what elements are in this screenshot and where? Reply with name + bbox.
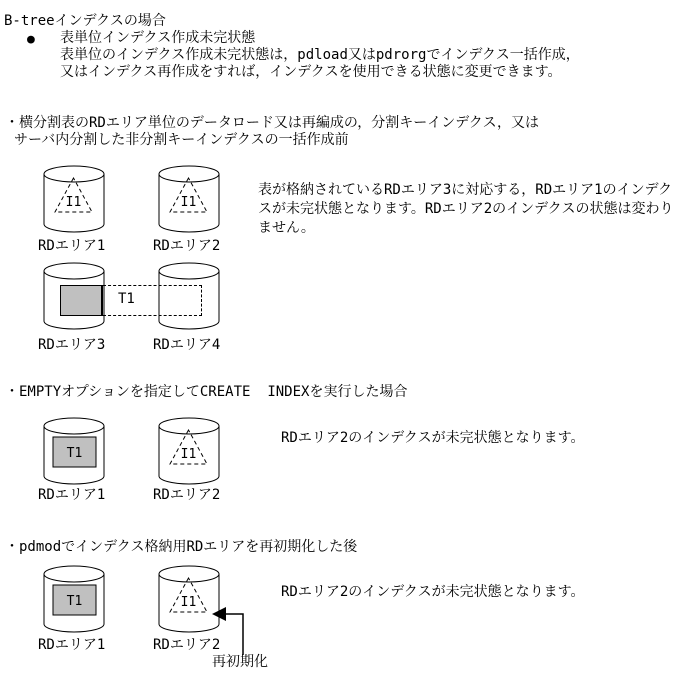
case2-rdarea1-label: RDエリア1 bbox=[38, 487, 106, 503]
rdarea1-cylinder-icon bbox=[43, 165, 105, 233]
bullet-body-line1: 表単位のインデクス作成未完状態は，pdload又はpdrorgでインデクス一括作成， bbox=[60, 47, 580, 63]
cylinder-top bbox=[159, 263, 219, 279]
case2-rdarea2-cylinder-icon bbox=[158, 417, 220, 485]
rdarea2-cylinder-icon bbox=[158, 165, 220, 233]
case2-description: RDエリア2のインデクスが未完状態となります。 bbox=[281, 430, 585, 446]
case2-rdarea2-label: RDエリア2 bbox=[153, 487, 221, 503]
index-label: I1 bbox=[180, 447, 197, 462]
arrow-line bbox=[226, 614, 243, 655]
rdarea3-label: RDエリア3 bbox=[38, 337, 106, 353]
case3-rdarea1-label: RDエリア1 bbox=[38, 637, 106, 653]
case1-heading-line1: ・横分割表のRDエリア単位のデータロード又は再編成の，分割キーインデクス，又は bbox=[5, 115, 540, 131]
case1-desc-line1: 表が格納されているRDエリア3に対応する，RDエリア1のインデク bbox=[258, 182, 673, 198]
case3-rdarea1-cylinder-icon bbox=[43, 565, 105, 633]
case3-description: RDエリア2のインデクスが未完状態となります。 bbox=[281, 584, 585, 600]
bullet-body-line2: 又はインデクス再作成をすれば，インデクスを使用できる状態に変更できます。 bbox=[60, 64, 562, 80]
page-title: B-treeインデクスの場合 bbox=[4, 13, 166, 29]
case3-rdarea2-label: RDエリア2 bbox=[153, 637, 221, 653]
bullet-icon: ● bbox=[27, 32, 35, 47]
case1-description bbox=[258, 181, 673, 238]
case1-desc-line3: ません。 bbox=[258, 220, 315, 236]
case1-heading-line2: サーバ内分割した非分割キーインデクスの一括作成前 bbox=[14, 132, 349, 148]
reinit-arrow-icon bbox=[205, 600, 250, 658]
bullet-heading: 表単位インデクス作成未完状態 bbox=[60, 30, 256, 46]
table-label: T1 bbox=[118, 291, 135, 307]
arrow-head bbox=[212, 607, 226, 621]
reinit-label: 再初期化 bbox=[212, 654, 268, 670]
rdarea1-label: RDエリア1 bbox=[38, 238, 106, 254]
cylinder-top bbox=[44, 418, 104, 434]
case3-heading: ・pdmodでインデクス格納用RDエリアを再初期化した後 bbox=[5, 539, 358, 555]
cylinder-top bbox=[44, 263, 104, 279]
table-label: T1 bbox=[66, 446, 83, 461]
case2-heading: ・EMPTYオプションを指定してCREATE INDEXを実行した場合 bbox=[5, 384, 408, 400]
index-label: I1 bbox=[180, 195, 197, 210]
index-label: I1 bbox=[180, 595, 197, 610]
table-stored-area bbox=[60, 285, 103, 316]
cylinder-top bbox=[44, 566, 104, 582]
index-label: I1 bbox=[65, 195, 82, 210]
case1-desc-line2: スが未完状態となります。RDエリア2のインデクスの状態は変わり bbox=[258, 201, 674, 217]
rdarea4-label: RDエリア4 bbox=[153, 337, 221, 353]
case2-rdarea1-cylinder-icon bbox=[43, 417, 105, 485]
rdarea2-label: RDエリア2 bbox=[153, 238, 221, 254]
table-label: T1 bbox=[66, 594, 83, 609]
